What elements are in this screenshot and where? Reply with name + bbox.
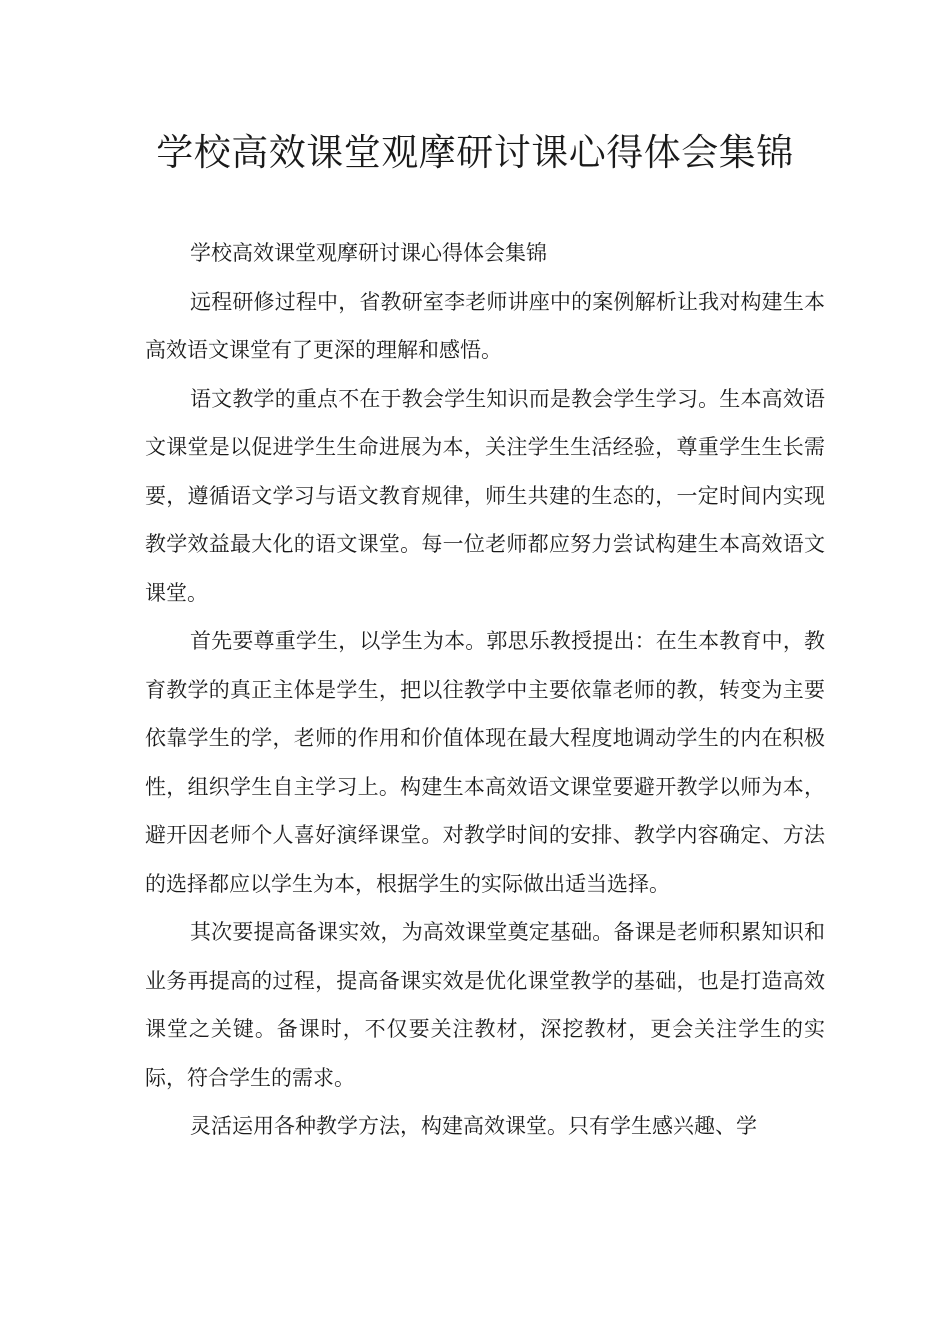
document-title: 学校高效课堂观摩研讨课心得体会集锦 (156, 131, 794, 174)
paragraph-3: 首先要尊重学生，以学生为本。郭思乐教授提出：在生本教育中，教育教学的真正主体是学生，把以往教学中主要依靠老师的教，转变为主要依靠学生的学，老师的作用和价值体现在最大程度地调动学生的内在积极性，组织学生自主学习上。构建生本高效语文课堂要避开教学以师为本，避开因老师个人喜好演绎课堂。对教学时间的安排、教学内容确定、方法的选择都应以学生为本，根据学生的实际做出适当选择。 (145, 629, 825, 896)
paragraph-5: 灵活运用各种教学方法，构建高效课堂。只有学生感兴趣、学 (190, 1114, 757, 1138)
paragraph-1: 远程研修过程中，省教研室李老师讲座中的案例解析让我对构建生本高效语文课堂有了更深的理解和感悟。 (145, 289, 825, 362)
paragraph-4: 其次要提高备课实效，为高效课堂奠定基础。备课是老师积累知识和业务再提高的过程，提高备课实效是优化课堂教学的基础，也是打造高效课堂之关键。备课时，不仅要关注教材，深挖教材，更会关注学生的实际，符合学生的需求。 (145, 920, 825, 1090)
paragraph-2: 语文教学的重点不在于教会学生知识而是教会学生学习。生本高效语文课堂是以促进学生生命进展为本，关注学生生活经验，尊重学生生长需要，遵循语文学习与语文教育规律，师生共建的生态的，一定时间内实现教学效益最大化的语文课堂。每一位老师都应努力尝试构建生本高效语文课堂。 (145, 386, 825, 605)
document-body (145, 229, 825, 1151)
paragraph-subtitle: 学校高效课堂观摩研讨课心得体会集锦 (190, 241, 547, 265)
